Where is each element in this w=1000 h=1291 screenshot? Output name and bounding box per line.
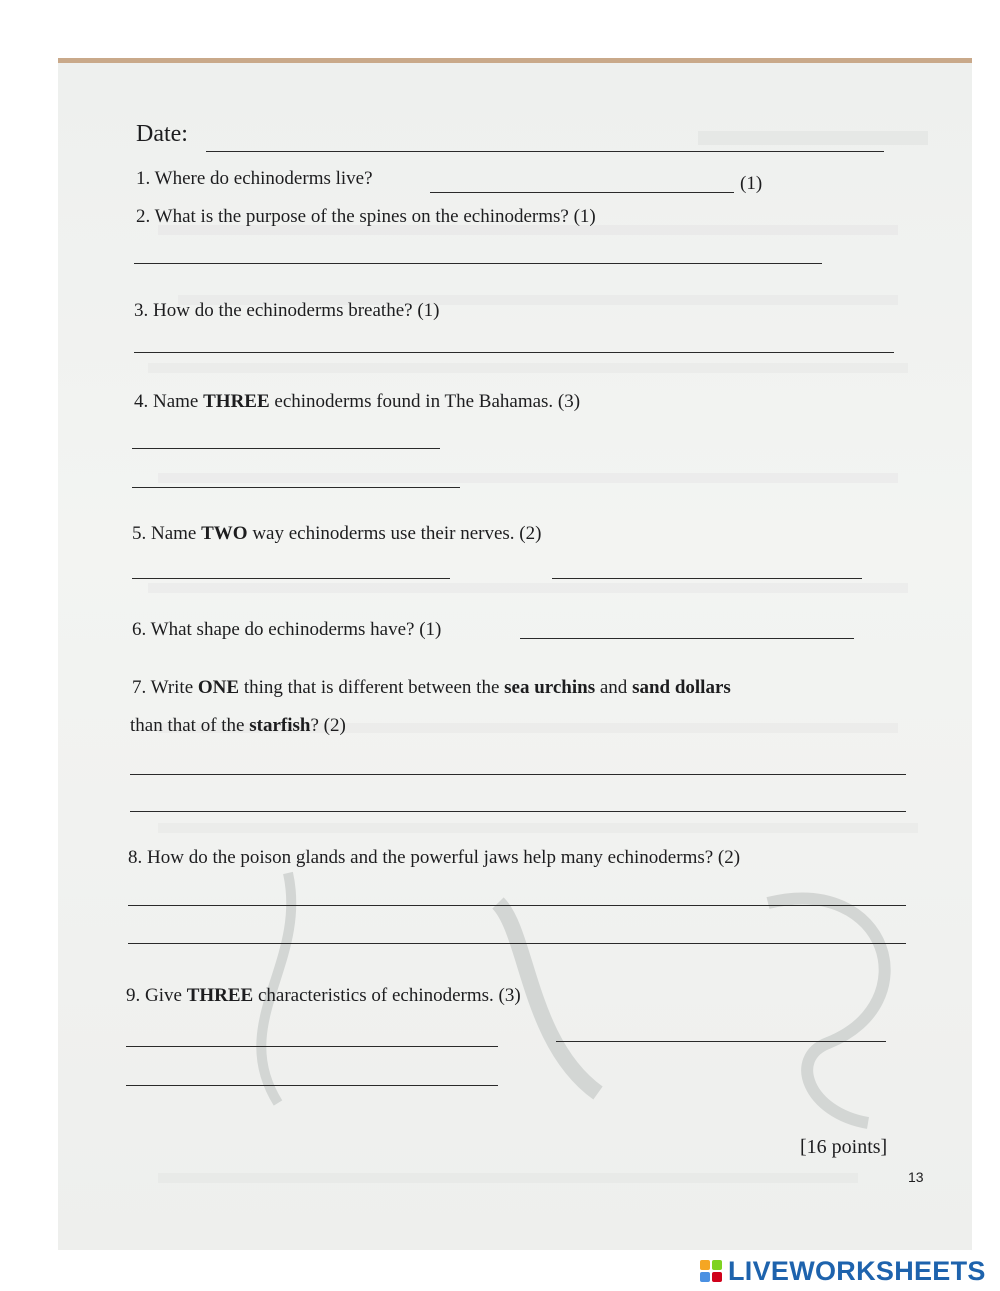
answer-line-q1[interactable] — [430, 192, 734, 193]
logo-square-2 — [712, 1260, 722, 1270]
total-points: [16 points] — [800, 1136, 888, 1158]
answer-line-q2[interactable] — [134, 263, 822, 264]
answer-line-q7-a[interactable] — [130, 774, 906, 775]
question-8: 8. How do the poison glands and the powerful jaws help many echinoderms? (2) — [128, 847, 741, 868]
answer-line-q9-b[interactable] — [556, 1041, 886, 1042]
question-3: 3. How do the echinoderms breathe? (1) — [134, 300, 440, 321]
answer-line-q3[interactable] — [134, 352, 894, 353]
answer-line-q5-a[interactable] — [132, 578, 450, 579]
brand-name: LIVEWORKSHEETS — [728, 1255, 986, 1286]
answer-line-q9-c[interactable] — [126, 1085, 498, 1086]
liveworksheets-logo — [700, 1256, 986, 1286]
answer-line-q8-a[interactable] — [128, 905, 906, 906]
question-4: 4. Name THREE echinoderms found in The Bahamas. (3) — [134, 391, 581, 412]
question-6: 6. What shape do echinoderms have? (1) — [132, 619, 442, 640]
logo-square-1 — [700, 1260, 710, 1270]
logo-square-4 — [712, 1272, 722, 1282]
answer-line-q4-a[interactable] — [132, 448, 440, 449]
page-number: 13 — [908, 1169, 924, 1185]
question-7: 7. Write ONE thing that is different between the sea urchins and sand dollars — [132, 677, 731, 698]
q1-points: (1) — [740, 173, 763, 194]
question-1: 1. Where do echinoderms live? — [136, 168, 373, 189]
answer-line-q9-a[interactable] — [126, 1046, 498, 1047]
date-answer-line[interactable] — [206, 151, 884, 152]
photo-background — [0, 0, 1000, 58]
logo-square-3 — [700, 1272, 710, 1282]
question-9: 9. Give THREE characteristics of echinoderms. (3) — [126, 985, 521, 1006]
logo-icon — [700, 1260, 722, 1282]
question-5: 5. Name TWO way echinoderms use their nerves. (2) — [132, 523, 542, 544]
question-2: 2. What is the purpose of the spines on the echinoderms? (1) — [136, 206, 596, 227]
answer-line-q5-b[interactable] — [552, 578, 862, 579]
question-7-continued: than that of the starfish? (2) — [130, 715, 346, 736]
answer-line-q6[interactable] — [520, 638, 854, 639]
answer-line-q4-b[interactable] — [132, 487, 460, 488]
worksheet-page — [58, 58, 972, 1250]
answer-line-q7-b[interactable] — [130, 811, 906, 812]
date-label: Date: — [136, 121, 188, 147]
answer-line-q8-b[interactable] — [128, 943, 906, 944]
